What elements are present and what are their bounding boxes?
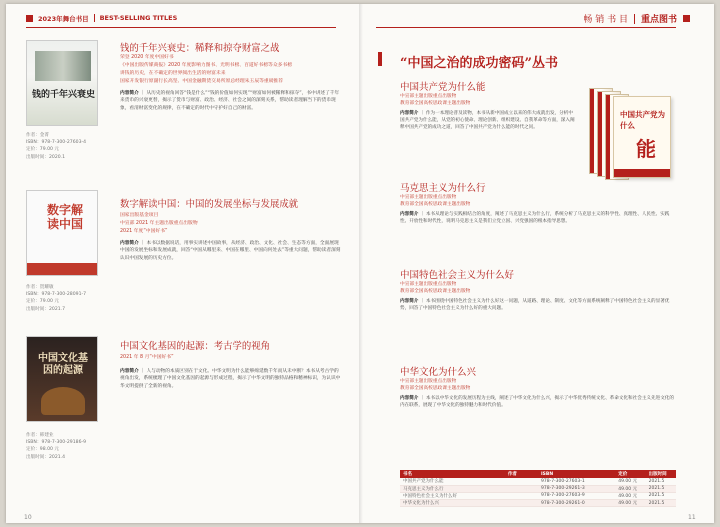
header-divider xyxy=(634,14,635,24)
left-section-label: BEST-SELLING TITLES xyxy=(99,14,178,22)
intro-text: 从历史的视角回答“钱是什么”“钱的价值如何实现”“财富如何被稀释和掠夺”，书中讲述了千年来货币的兴衰更替，揭示了货币与财富、政治、经济、社会之间的深刻关系，帮助读者理解当下的货币现象，看清财富变化的规律，在不确定的时代中守护好自己的财富。 xyxy=(120,91,340,111)
highlight-line: 《中国出版传媒商报》2020 年度影响力图书、光明书榜、百道好书榜等众多书榜 xyxy=(120,63,293,68)
book-title[interactable]: 数字解读中国：中国的发展坐标与发展成就 xyxy=(120,199,299,210)
left-page-header xyxy=(26,12,177,24)
table-cell: 中国共产党为什么能 xyxy=(400,478,505,485)
intro-label: 内容简介 xyxy=(120,91,139,96)
table-row xyxy=(400,478,676,485)
book-intro: 内容简介 ｜ 从历史的视角回答“钱是什么”“钱的价值如何实现”“财富如何被稀释和掠夺”，书中讲述了千年来货币的兴衰更替，揭示了货币与财富、政治、经济、社会之间的深刻关系，帮助读者理解当下的货币现象，看清财富变化的规律，在不确定的时代中守护好自己的财富。 xyxy=(120,91,340,111)
intro-label: 内容简介 xyxy=(120,241,139,246)
right-page-header xyxy=(583,12,690,25)
series-book-title[interactable]: 中国特色社会主义为什么好 xyxy=(400,270,515,281)
meta-isbn: ISBN：978-7-300-29186-9 xyxy=(26,440,87,446)
intro-label: 内容简介 xyxy=(400,299,419,304)
table-cell: 978-7-300-29261-3 xyxy=(538,485,615,492)
intro-text: 本书从理论与实践相结合的角度，阐述了马克思主义为什么行，系统分析了马克思主义的科学性、真理性、人民性、实践性、开放性和时代性，说明马克思主义是我们立党立国、兴党强国的根本指导思想。 xyxy=(400,212,670,225)
intro-text: 本书以中华文化的发展历程为主线，阐述了中华文化为什么兴，揭示了中华优秀传统文化、革命文化和社会主义先进文化的内在联系，展现了中华文化的独特魅力和时代价值。 xyxy=(400,396,674,409)
table-cell: 49.00 元 xyxy=(615,478,645,485)
front-book-cover xyxy=(613,96,671,178)
column-header: ISBN xyxy=(538,470,615,478)
intro-text: 作为一本理论普及读物，本书从新中国成立以来的伟大成就出发，分析中国共产党为什么能，从党的初心使命、理论创新、组织建设、自我革命等方面，深入阐释中国共产党的成功之道，回答了中国共产党为什么能的时代之问。 xyxy=(400,111,575,131)
book-series-tag: 教育部全国高校思政课主题出版物 xyxy=(400,289,471,294)
book-entry xyxy=(26,186,344,336)
meta-date: 出版时间：2020.1 xyxy=(26,154,66,160)
intro-label: 内容简介 xyxy=(120,369,139,374)
table-cell xyxy=(505,492,538,499)
table-cell: 49.00 元 xyxy=(615,485,645,492)
series-title: “中国之治的成功密码”丛书 xyxy=(400,56,558,71)
highlight-line: 国家开发银行原副行长高坚、中国金融期货交易所原总经理朱玉辰等重磅推荐 xyxy=(120,79,284,84)
book-intro: 内容简介 ｜ 本书以数据说话，用事实讲述中国故事，从经济、政治、文化、社会、生态等方面，全面展现中国的发展坐标和发展成就，回答“中国从哪里来、中国在哪里、中国向何处去”等重大问题，帮助读者深刻认识中国发展的历史方位。 xyxy=(120,241,341,261)
book-entry xyxy=(26,330,344,510)
header-square-icon xyxy=(26,15,33,22)
book-entry xyxy=(26,32,344,182)
book-publisher-tag: 中宣部主题出版重点出版物 xyxy=(400,94,457,99)
meta-author: 作者：金菁 xyxy=(26,133,49,138)
cover-line-2: 能 xyxy=(636,137,656,161)
column-header: 出版时间 xyxy=(646,470,676,478)
series-book-title[interactable]: 中国共产党为什么能 xyxy=(400,82,486,93)
table-header-row xyxy=(400,470,676,478)
highlight-line: 国家出版基金项目 xyxy=(120,213,159,218)
header-divider xyxy=(94,14,95,22)
cover-title: 数字解读中国 xyxy=(46,203,83,231)
column-header: 作者 xyxy=(505,470,538,478)
intro-text: 本书围绕中国特色社会主义为什么好这一问题，从道路、理论、制度、文化等方面系统阐释了中国特色社会主义的显著优势，回答了中国特色社会主义为什么好的重大问题。 xyxy=(400,299,670,312)
book-intro: 内容简介 ｜ 本书围绕中国特色社会主义为什么好这一问题，从道路、理论、制度、文化等方面系统阐释了中国特色社会主义的显著优势，回答了中国特色社会主义为什么好的重大问题。 xyxy=(400,299,670,312)
intro-label: 内容简介 xyxy=(400,396,419,401)
column-header: 定价 xyxy=(615,470,645,478)
meta-author: 作者：韩建业 xyxy=(26,433,54,438)
highlight-line: 荣登 2020 年度中国好书 xyxy=(120,55,174,60)
book-meta xyxy=(26,132,98,161)
book-cover[interactable] xyxy=(26,336,98,422)
series-book-table xyxy=(400,470,676,507)
book-cover[interactable] xyxy=(26,190,98,276)
table-cell: 49.00 元 xyxy=(615,492,645,499)
cover-image xyxy=(41,387,85,415)
book-publisher-tag: 中宣部主题出版重点出版物 xyxy=(400,195,457,200)
table-cell: 中华文化为什么兴 xyxy=(400,500,505,507)
table-cell: 2021.5 xyxy=(646,485,676,492)
table-cell: 978-7-300-29261-0 xyxy=(538,500,615,507)
right-section-label: 重点图书 xyxy=(640,15,677,25)
page-number-left: 10 xyxy=(24,514,32,521)
intro-label: 内容简介 xyxy=(400,212,419,217)
table-cell: 马克思主义为什么行 xyxy=(400,485,505,492)
book-title[interactable]: 中国文化基因的起源：考古学的视角 xyxy=(120,341,271,352)
cover-title: 中国文化基因的起源 xyxy=(38,353,88,376)
highlight-line: 讲钱的历史，在不确定的世界阅出生活的财富未来 xyxy=(120,71,226,76)
table-cell xyxy=(505,485,538,492)
book-series-tag: 教育部全国高校思政课主题出版物 xyxy=(400,101,471,106)
cover-band xyxy=(27,263,98,275)
book-intro: 内容简介 ｜ 作为一本理论普及读物，本书从新中国成立以来的伟大成就出发，分析中国共产党为什么能，从党的初心使命、理论创新、组织建设、自我革命等方面，深入阐释中国共产党的成功之道，回答了中国共产党为什么能的时代之问。 xyxy=(400,111,575,131)
cover-title: 钱的千年兴衰史 xyxy=(32,90,96,100)
table-cell: 2021.5 xyxy=(646,492,676,499)
meta-price: 定价：98.00 元 xyxy=(26,447,59,453)
series-book-title[interactable]: 马克思主义为什么行 xyxy=(400,183,486,194)
table-cell: 2021.5 xyxy=(646,500,676,507)
table-cell xyxy=(505,500,538,507)
intro-text: 人与动物的本质区别在于文化。中华文明为什么能够绵延数千年而从未中断？本书从考古学的视角出发，系统梳理了中国文化基因的起源与形成过程，揭示了中华文明的独特品格和精神标识，为认识中华文明提供了全新的视角。 xyxy=(120,369,341,389)
table-row xyxy=(400,492,676,499)
header-square-icon xyxy=(683,15,690,22)
right-header-rule xyxy=(376,27,676,28)
book-publisher-tag: 中宣部主题出版重点出版物 xyxy=(400,379,457,384)
column-header: 书名 xyxy=(400,470,505,478)
cover-image xyxy=(35,51,91,81)
book-meta xyxy=(26,284,98,313)
table-cell xyxy=(505,478,538,485)
series-title-mark xyxy=(378,52,382,66)
book-meta xyxy=(26,432,98,461)
intro-text: 本书以数据说话，用事实讲述中国故事，从经济、政治、文化、社会、生态等方面，全面展现中国的发展坐标和发展成就，回答“中国从哪里来、中国在哪里、中国向何处去”等重大问题，帮助读者深刻认识中国发展的历史方位。 xyxy=(120,241,341,261)
table-cell: 中国特色社会主义为什么好 xyxy=(400,492,505,499)
cover-strip xyxy=(614,169,670,177)
highlight-line: 中宣部 2021 年主题出版重点出版物 xyxy=(120,221,198,226)
book-series-tag: 教育部全国高校思政课主题出版物 xyxy=(400,386,471,391)
book-publisher-tag: 中宣部主题出版重点出版物 xyxy=(400,282,457,287)
meta-isbn: ISBN：978-7-300-28091-7 xyxy=(26,292,87,298)
table-cell: 978-7-300-27603-9 xyxy=(538,492,615,499)
series-book-title[interactable]: 中华文化为什么兴 xyxy=(400,367,477,378)
book-series-tag: 教育部全国高校思政课主题出版物 xyxy=(400,202,471,207)
highlight-line: 2021 年 8 月“中国好书” xyxy=(120,355,174,360)
intro-label: 内容简介 xyxy=(400,111,419,116)
left-header-rule xyxy=(26,27,336,28)
page-gutter xyxy=(359,4,363,523)
table-cell: 2021.5 xyxy=(646,478,676,485)
table-cell: 49.00 元 xyxy=(615,500,645,507)
table-row xyxy=(400,500,676,507)
highlight-line: 2021 年度“中国好书” xyxy=(120,229,168,234)
meta-price: 定价：79.00 元 xyxy=(26,299,59,305)
left-year-label: 2023年舞台书目 xyxy=(38,14,89,23)
book-intro: 内容简介 ｜ 本书从理论与实践相结合的角度，阐述了马克思主义为什么行，系统分析了马克思主义的科学性、真理性、人民性、实践性、开放性和时代性，说明马克思主义是我们立党立国、兴党强国的根本指导思想。 xyxy=(400,212,670,225)
table-cell: 978-7-300-27603-1 xyxy=(538,478,615,485)
page-number-right: 11 xyxy=(688,514,696,521)
series-cover-stack[interactable] xyxy=(583,88,679,184)
meta-price: 定价：79.00 元 xyxy=(26,147,59,153)
cover-line-1: 中国共产党为什么 xyxy=(620,110,665,130)
table-row xyxy=(400,485,676,492)
book-title[interactable]: 钱的千年兴衰史：稀释和掠夺财富之战 xyxy=(120,43,280,54)
meta-date: 出版时间：2021.4 xyxy=(26,454,66,460)
meta-isbn: ISBN：978-7-300-27603-4 xyxy=(26,140,87,146)
right-label: 畅 销 书 目 xyxy=(583,15,628,25)
book-cover[interactable] xyxy=(26,40,98,126)
meta-date: 出版时间：2021.7 xyxy=(26,306,66,312)
book-intro: 内容简介 ｜ 本书以中华文化的发展历程为主线，阐述了中华文化为什么兴，揭示了中华优秀传统文化、革命文化和社会主义先进文化的内在联系，展现了中华文化的独特魅力和时代价值。 xyxy=(400,396,674,409)
book-intro: 内容简介 ｜ 人与动物的本质区别在于文化。中华文明为什么能够绵延数千年而从未中断？本书从考古学的视角出发，系统梳理了中国文化基因的起源与形成过程，揭示了中华文明的独特品格和精神标识，为认识中华文明提供了全新的视角。 xyxy=(120,369,341,389)
meta-author: 作者：贺耀敏 xyxy=(26,285,54,290)
